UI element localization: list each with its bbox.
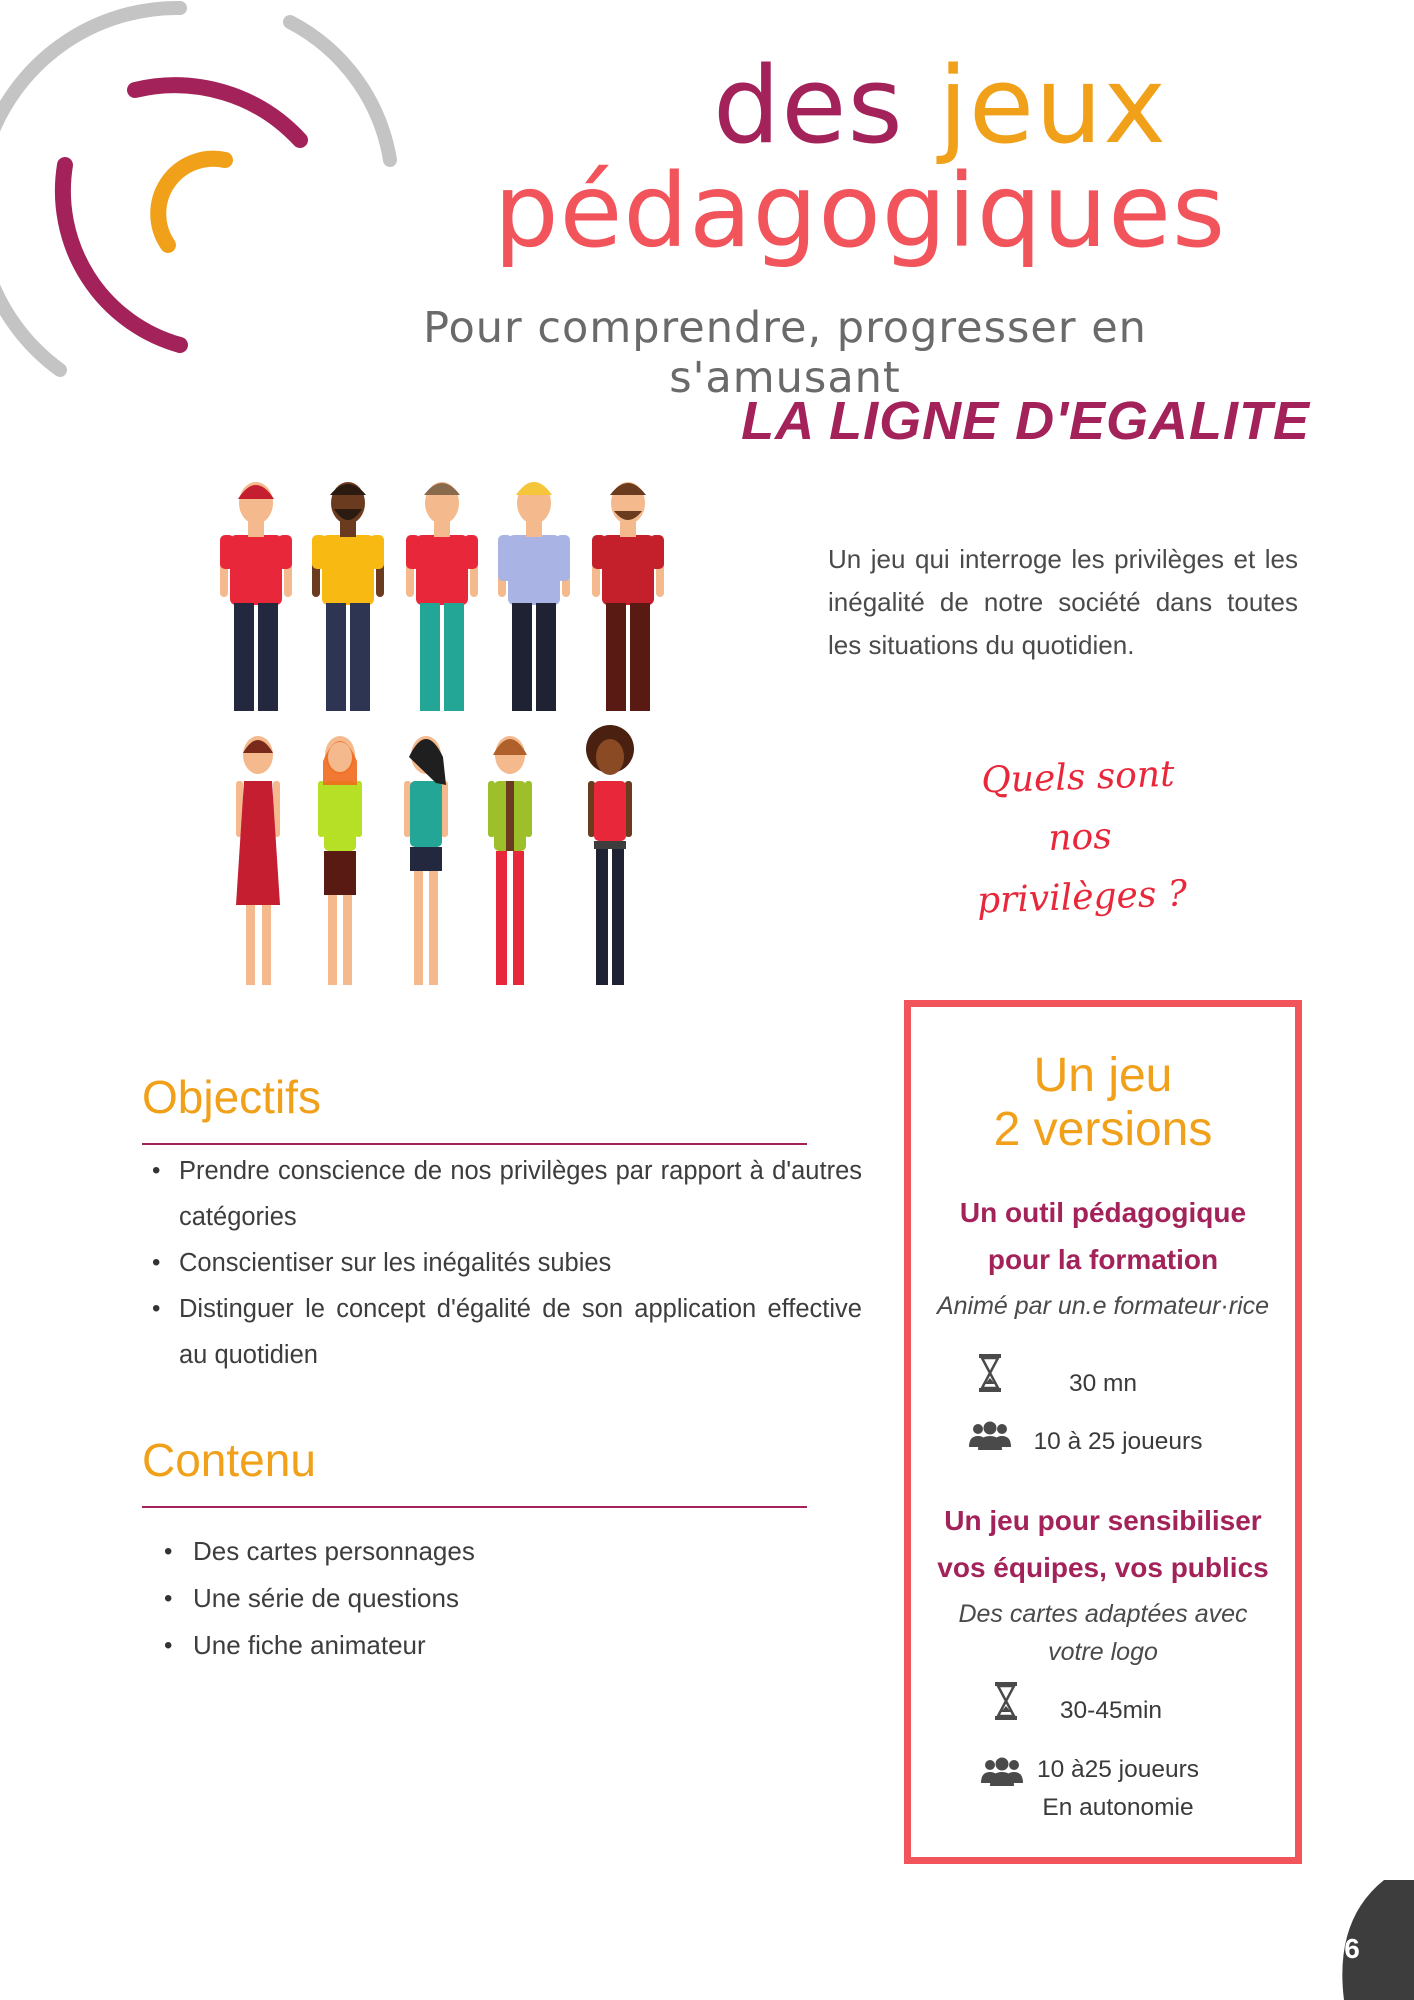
person-6 <box>236 736 280 985</box>
objectif-item: • Conscientiser sur les inégalités subies <box>142 1240 862 1286</box>
version-1-title-line-1: Un outil pédagogique <box>959 1197 1247 1228</box>
version-2-subtitle-line-1: Des cartes adaptées avec <box>958 1600 1248 1628</box>
person-8 <box>404 736 448 985</box>
person-3 <box>406 482 478 711</box>
question-line-2: privilèges ? <box>976 873 1188 922</box>
objectifs-list <box>142 1148 862 1378</box>
version-2-subtitle <box>911 1595 1295 1671</box>
version-1-title-line-2: pour la formation <box>987 1244 1219 1275</box>
version-1-title <box>911 1189 1295 1283</box>
person-4 <box>498 482 570 711</box>
question-line-1: Quels sont nos <box>980 753 1176 860</box>
title-word-des: des <box>712 44 904 167</box>
contenu-item: • Des cartes personnages <box>142 1528 742 1575</box>
contenu-item: • Une fiche animateur <box>142 1622 742 1669</box>
objectifs-title: Objectifs <box>142 1071 321 1123</box>
versions-heading-line-2: 2 versions <box>993 1103 1213 1156</box>
version-2-players-line-2: En autonomie <box>1042 1794 1194 1821</box>
versions-heading <box>911 1049 1295 1157</box>
version-2-players <box>911 1751 1295 1827</box>
privileges-question <box>957 744 1203 932</box>
version-2-title-line-2: vos équipes, vos publics <box>937 1552 1269 1583</box>
objectif-item: • Distinguer le concept d'égalité de son application effective au quotidien <box>142 1286 862 1378</box>
version-2-title <box>911 1497 1295 1591</box>
person-1 <box>220 482 292 711</box>
title-line-1 <box>560 44 1320 167</box>
intro-text: Un jeu qui interroge les privilèges et les inégalité de notre société dans toutes les situations du quotidien. <box>828 544 1298 660</box>
contenu-list <box>142 1528 742 1669</box>
objectif-item: • Prendre conscience de nos privilèges par rapport à d'autres catégories <box>142 1148 862 1240</box>
page-number: 6 <box>1344 1933 1360 1964</box>
version-2-players-line-1: 10 à25 joueurs <box>1036 1756 1200 1783</box>
title-word-jeux: jeux <box>938 44 1167 167</box>
contenu-title: Contenu <box>142 1434 316 1486</box>
contenu-rule <box>142 1506 807 1508</box>
version-1-players: 10 à 25 joueurs <box>1033 1428 1203 1455</box>
person-10 <box>586 725 634 985</box>
person-2 <box>312 482 384 711</box>
people-illustration <box>200 465 680 995</box>
person-5 <box>592 482 664 711</box>
version-1-subtitle: Animé par un.e formateur·rice <box>936 1292 1270 1320</box>
game-title: LA LIGNE D'EGALITE <box>741 391 1310 451</box>
version-2-subtitle-line-2: votre logo <box>1048 1638 1158 1666</box>
version-2-duration: 30-45min <box>1059 1697 1163 1724</box>
version-2-title-line-1: Un jeu pour sensibiliser <box>944 1505 1262 1536</box>
version-1-duration: 30 mn <box>1068 1370 1138 1397</box>
contenu-item: • Une série de questions <box>142 1575 742 1622</box>
subtitle: Pour comprendre, progresser en s'amusant <box>423 303 1147 403</box>
versions-heading-line-1: Un jeu <box>1033 1049 1173 1102</box>
objectifs-rule <box>142 1143 807 1145</box>
person-9 <box>488 736 532 985</box>
title-line-2: pédagogiques <box>493 152 1227 271</box>
person-7 <box>318 736 362 985</box>
versions-box <box>904 1000 1302 1864</box>
